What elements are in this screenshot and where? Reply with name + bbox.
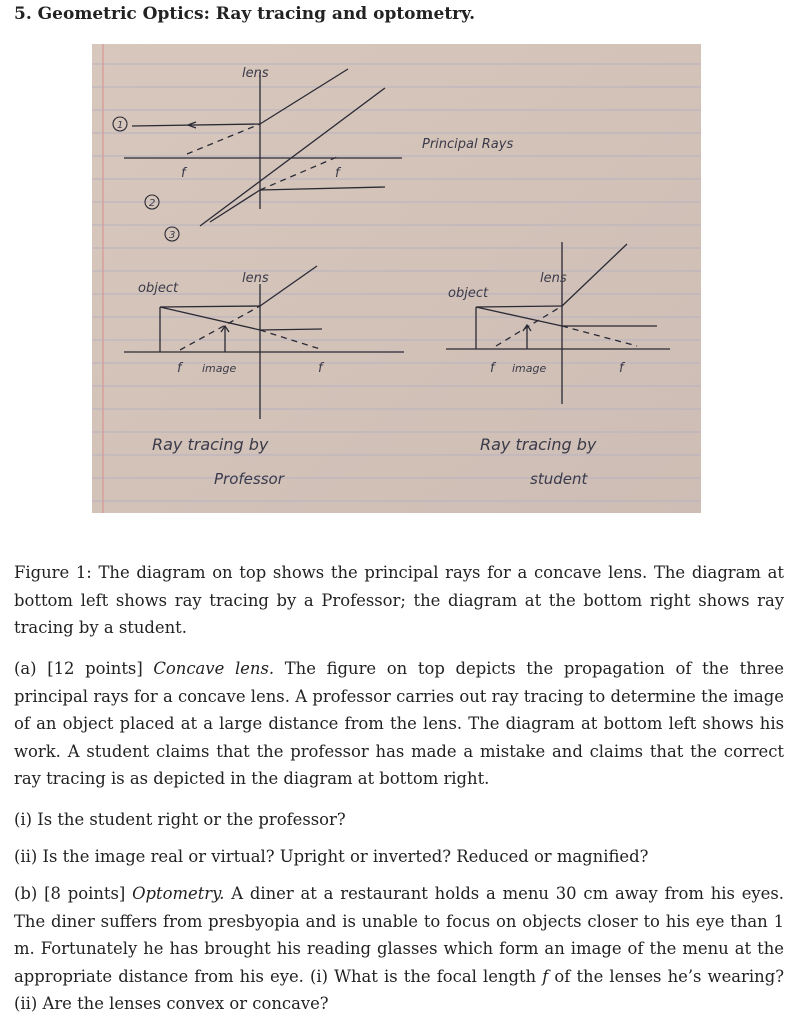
part-b-paragraph: (b) [8 points] Optometry. A diner at a restaurant holds a menu 30 cm away from his eyes. The diner suffers from presbyopia and is unable to focus on objects closer to his eye than 1 m. Fortunately he has brought his reading glasses which form an image of the menu at the appropriate distance from his eye. (i) What is the focal length f of the lenses he’s wearing? (ii) Are the lenses convex or concave?: [14, 884, 784, 1013]
question-i: (i) Is the student right or the professor?: [14, 810, 346, 829]
label-f-right: f: [335, 166, 340, 181]
label-principal-rays: Principal Rays: [422, 137, 514, 152]
svg-text:2: 2: [149, 198, 156, 209]
label-f-br-right: f: [619, 361, 624, 376]
svg-text:3: 3: [169, 230, 176, 241]
svg-text:1: 1: [117, 120, 124, 131]
label-professor-line1: Ray tracing by: [152, 435, 269, 454]
label-object-left: object: [138, 281, 179, 296]
figure-caption: Figure 1: The diagram on top shows the principal rays for a concave lens. The diagram at bottom left shows ray tracing by a Professor; the diagram at the bottom right shows ray tracing by a student.: [14, 563, 784, 637]
label-f-br: f: [490, 361, 495, 376]
label-f-bl-right: f: [318, 361, 323, 376]
label-lens-top: lens: [242, 66, 269, 81]
label-lens-right: lens: [540, 271, 567, 286]
label-student-line1: Ray tracing by: [480, 435, 597, 454]
figure-photo: [92, 44, 701, 513]
label-image-br: image: [512, 362, 547, 375]
part-a-paragraph: (a) [12 points] Concave lens. The figure on top depicts the propagation of the three principal rays for a concave lens. A professor carries out ray tracing to determine the image of an object placed at a large distance from the lens. The diagram at bottom left shows his work. A student claims that the professor has made a mistake and claims that the correct ray tracing is as depicted in the diagram at bottom right.: [14, 659, 784, 788]
label-f-bl: f: [177, 361, 182, 376]
section-heading: 5. Geometric Optics: Ray tracing and optometry.: [14, 4, 475, 24]
label-object-right: object: [448, 286, 489, 301]
label-student-line2: student: [530, 470, 588, 488]
label-professor-line2: Professor: [214, 470, 284, 488]
label-image-bl: image: [202, 362, 237, 375]
label-lens-left: lens: [242, 271, 269, 286]
label-f-left: f: [181, 166, 186, 181]
question-ii: (ii) Is the image real or virtual? Upright or inverted? Reduced or magnified?: [14, 847, 649, 866]
